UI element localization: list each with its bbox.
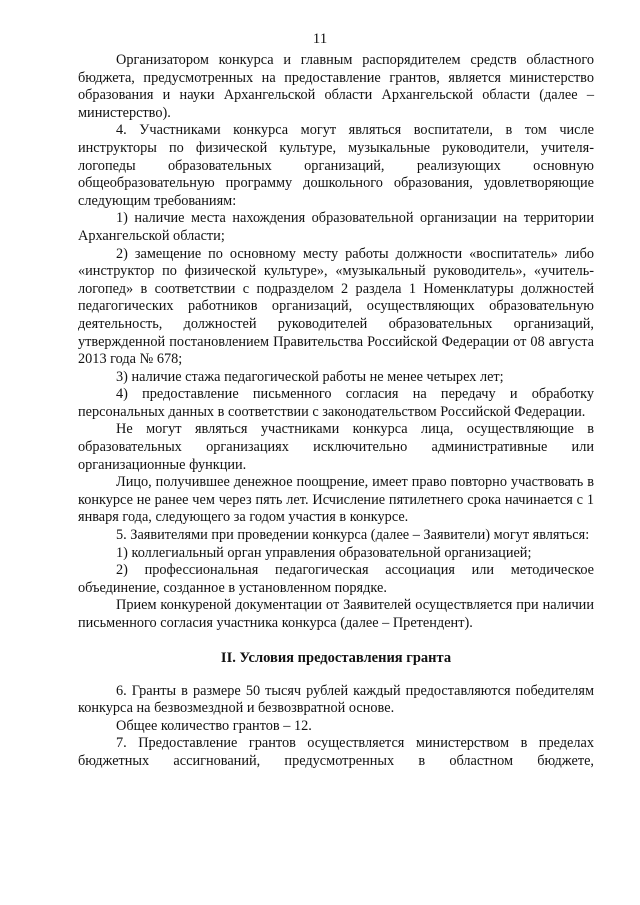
paragraph-organizer: Организатором конкурса и главным распорядителем средств областного бюджета, предусмотренных на предоставление грантов, является министерство образования и науки Архангельской области Архангельской области (далее – министерство). bbox=[78, 52, 594, 121]
paragraph-requirement-2: 2) замещение по основному месту работы должности «воспитатель» либо «инструктор по физической культуре», «музыкальный руководитель», «учитель-логопед» в соответствии с подразделом 2 раздела 1 Номенклатуры должностей педагогических работников организаций, осуществляющих образовательную деятельность, должностей руководителей образовательных организаций, утвержденной постановлением Правительства Российской Федерации от 08 августа 2013 года № 678; bbox=[78, 245, 594, 368]
document-body bbox=[78, 52, 594, 771]
paragraph-requirement-3: 3) наличие стажа педагогической работы не менее четырех лет; bbox=[116, 368, 504, 385]
paragraph-documents: Прием конкуреной документации от Заявителей осуществляется при наличии письменного согласия участника конкурса (далее – Претендент). bbox=[78, 597, 594, 631]
paragraph-grant-count: Общее количество грантов – 12. bbox=[116, 717, 312, 734]
section-heading: II. Условия предоставления гранта bbox=[220, 649, 452, 666]
paragraph-applicant-1: 1) коллегиальный орган управления образовательной организацией; bbox=[116, 544, 532, 561]
paragraph-exclusion: Не могут являться участниками конкурса лица, осуществляющие в образовательных организациях исключительно административные или организационные функции. bbox=[78, 421, 594, 473]
page-number: 11 bbox=[312, 31, 328, 47]
paragraph-participants: 4. Участниками конкурса могут являться воспитатели, в том числе инструкторы по физической культуре, музыкальные руководители, учителя-логопеды образовательных организаций, реализующих основную общеобразовательную программу дошкольного образования, удовлетворяющие следующим требованиям: bbox=[78, 122, 594, 209]
paragraph-requirement-1: 1) наличие места нахождения образовательной организации на территории Архангельской области; bbox=[78, 210, 594, 244]
paragraph-applicant-2: 2) профессиональная педагогическая ассоциация или методическое объединение, созданное в установленном порядке. bbox=[78, 562, 594, 596]
paragraph-applicants: 5. Заявителями при проведении конкурса (далее – Заявители) могут являться: bbox=[116, 527, 590, 544]
paragraph-grant-amount: 6. Гранты в размере 50 тысяч рублей каждый предоставляются победителям конкурса на безвозмездной и безвозвратной основе. bbox=[78, 682, 594, 717]
paragraph-repeat-participation: Лицо, получившее денежное поощрение, имеет право повторно участвовать в конкурсе не ранее чем через пять лет. Исчисление пятилетнего срока начинается с 1 января года, следующего за годом участия в конкурсе. bbox=[78, 474, 594, 526]
paragraph-requirement-4: 4) предоставление письменного согласия на передачу и обработку персональных данных в соответствии с законодательством Российской Федерации. bbox=[78, 386, 594, 420]
paragraph-grant-provision: 7. Предоставление грантов осуществляется министерством в пределах бюджетных ассигнований, предусмотренных в областном бюджете, bbox=[78, 735, 594, 769]
